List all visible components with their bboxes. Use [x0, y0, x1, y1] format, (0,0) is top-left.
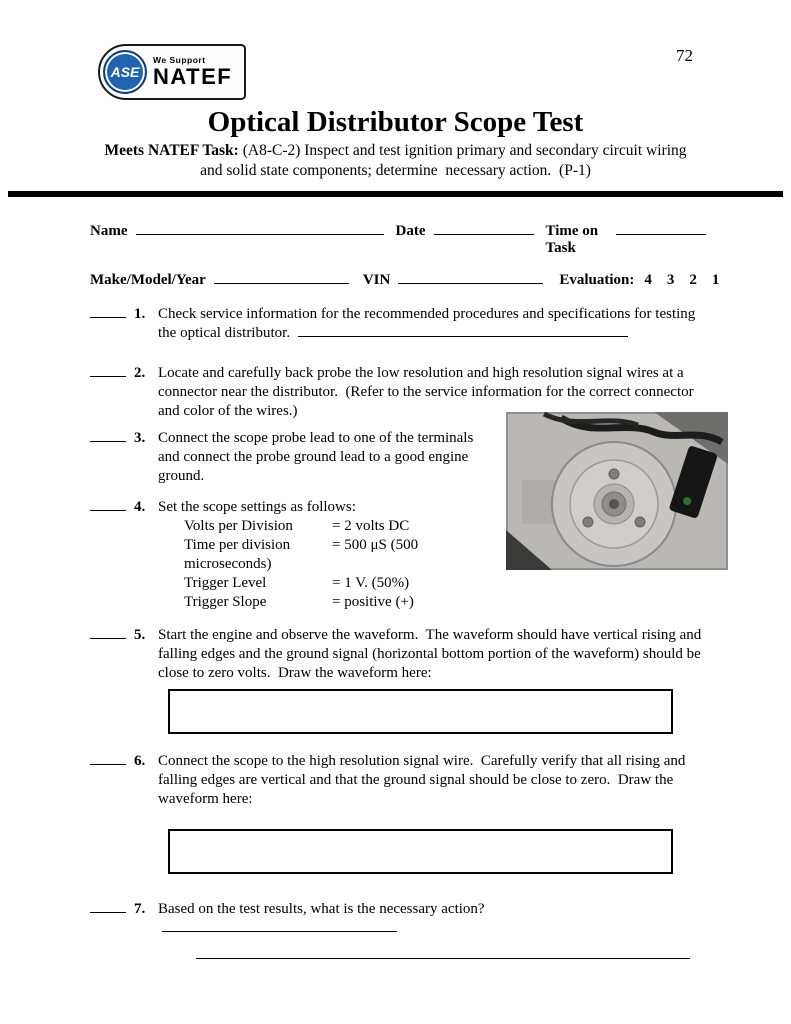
ase-logo-text: ASE: [110, 64, 140, 80]
make-model-year-blank: [214, 272, 349, 284]
time-on-task-blank: [616, 223, 706, 235]
steps-list: [90, 305, 706, 959]
step-1-text: Check service information for the recommended procedures and specifications for testing the optical distributor.: [158, 305, 700, 341]
checkoff-blank-4: [90, 499, 126, 511]
setting-volts-per-division: Volts per Division = 2 volts DC: [184, 517, 410, 534]
step-1: [90, 305, 706, 343]
page-title: Optical Distributor Scope Test: [207, 106, 584, 138]
step-7-body: [158, 900, 706, 938]
step-5-number: 5.: [134, 626, 146, 643]
step-2-text: Locate and carefully back probe the low resolution and high resolution signal wires at a connector near the distributor. (Refer to the service information for the correct connector and color of the wires.): [158, 364, 698, 419]
step-7-text: Based on the test results, what is the necessary action?: [158, 900, 485, 917]
vin-blank: [398, 272, 543, 284]
natef-label: NATEF: [153, 64, 233, 90]
vin-label: VIN: [362, 271, 391, 288]
natef-logo: [98, 44, 246, 100]
setting-trigger-slope: Trigger Slope = positive (+): [184, 593, 414, 610]
step-3-body: [158, 429, 492, 486]
evaluation-label: Evaluation:: [559, 271, 635, 288]
step-3-number: 3.: [134, 429, 146, 446]
step-2-number: 2.: [134, 364, 146, 381]
step-1-number: 1.: [134, 305, 146, 322]
divider-rule: [8, 191, 783, 197]
checkoff-blank-7: [90, 901, 126, 913]
checkoff-blank-1: [90, 306, 126, 318]
setting-trigger-level: Trigger Level = 1 V. (50%): [184, 574, 410, 591]
checkoff-blank-5: [90, 627, 126, 639]
ase-logo-icon: [103, 50, 147, 94]
step-7-number: 7.: [134, 900, 146, 917]
checkoff-blank-3: [90, 430, 126, 442]
step-6-number: 6.: [134, 752, 146, 769]
make-model-year-label: Make/Model/Year: [90, 271, 206, 288]
evaluation-scale: 4 3 2 1: [644, 271, 720, 288]
step-6-body: [158, 752, 706, 874]
setting-time-per-division: Time per division = 500 μS (500 microseconds): [184, 536, 419, 572]
step-7: [90, 900, 706, 938]
time-on-task-label: Time on Task: [545, 222, 599, 256]
step-6: [90, 752, 706, 874]
step-3-text: Connect the scope probe lead to one of the terminals and connect the probe ground lead to a good engine ground.: [158, 429, 478, 484]
checkoff-blank-2: [90, 365, 126, 377]
step-7-answer-blank: [162, 920, 397, 932]
name-date-row: [90, 223, 706, 257]
step-7-answer-blank-line-2: [196, 958, 690, 959]
waveform-drawing-box-high-res: [168, 829, 673, 874]
optical-distributor-photo: [506, 412, 728, 570]
step-6-text: Connect the scope to the high resolution signal wire. Carefully verify that all rising and falling edges are vertical and that the ground signal should be close to zero. Draw the waveform here:: [158, 752, 690, 807]
worksheet-content: [90, 222, 720, 959]
we-support-label: We Support: [153, 54, 206, 65]
natef-task-statement: [0, 141, 791, 182]
date-label: Date: [395, 222, 426, 239]
natef-logo-text: [153, 56, 232, 89]
name-label: Name: [90, 222, 128, 239]
step-5: [90, 626, 706, 734]
scope-settings: [184, 517, 492, 612]
step-4-body: [158, 498, 492, 612]
page-number: 72: [676, 46, 693, 65]
task-line-1: (A8-C-2) Inspect and test ignition primary and secondary circuit wiring: [242, 142, 687, 159]
step-5-body: [158, 626, 706, 734]
step-4-text: Set the scope settings as follows:: [158, 498, 356, 515]
name-blank: [136, 223, 384, 235]
step-1-answer-blank: [298, 325, 628, 337]
step-4-number: 4.: [134, 498, 146, 515]
task-line-2: and solid state components; determine necessary action. (P-1): [200, 162, 591, 180]
checkoff-blank-6: [90, 753, 126, 765]
waveform-drawing-box-low-res: [168, 689, 673, 734]
step-5-text: Start the engine and observe the waveform. The waveform should have vertical rising and falling edges and the ground signal (horizontal bottom portion of the waveform) should be close to zero volts. Draw the waveform here:: [158, 626, 706, 681]
distributor-photo-graphic: [506, 412, 728, 570]
step-1-body: [158, 305, 706, 343]
vehicle-row: [90, 271, 720, 289]
task-label: Meets NATEF Task:: [104, 142, 239, 159]
date-blank: [434, 223, 534, 235]
